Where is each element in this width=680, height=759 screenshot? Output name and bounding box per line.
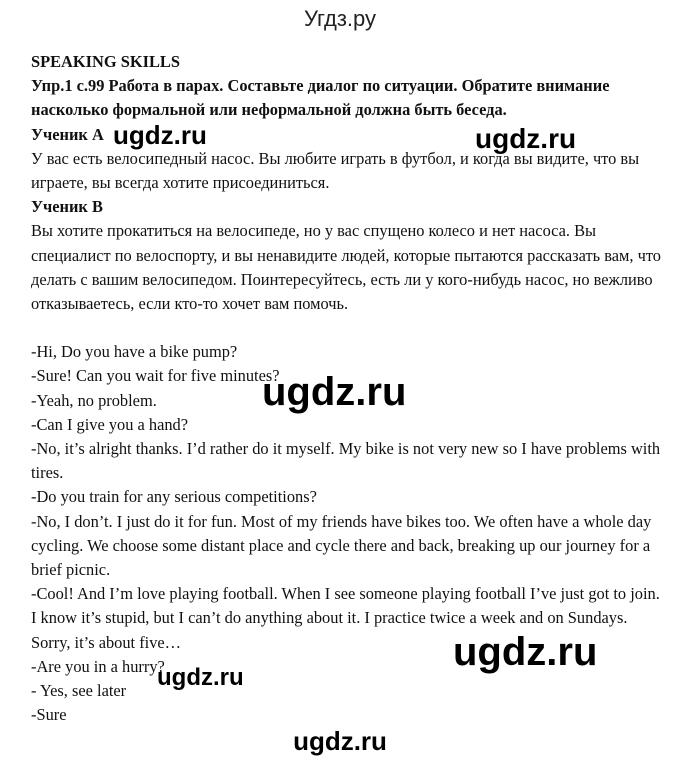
dialogue-line: -Sure! Can you wait for five minutes? xyxy=(31,366,280,386)
student-a-text: У вас есть велосипедный насос. Вы любите играть в футбол, и когда вы видите, что вы играете, вы всегда хотите присоединиться. xyxy=(31,148,640,193)
dialogue-line: - Yes, see later xyxy=(31,681,127,701)
student-a-label: Ученик A xyxy=(31,124,104,144)
watermark: ugdz.ru xyxy=(453,630,598,674)
dialogue-line: -No, it’s alright thanks. I’d rather do it myself. My bike is not very new so I have problems with tires. xyxy=(31,439,661,483)
student-b-text: Вы хотите прокатиться на велосипеде, но у вас спущено колесо и нет насоса. Вы специалист по велоспорту, и вы ненавидите людей, которые пытаются рассказать вам, что делать с вашим велосипедом. Поинтересуйтесь, есть ли у кого-нибудь насос, но вежливо отказываетесь, если кто-то хочет вам помочь. xyxy=(31,221,661,314)
dialogue-line: -Do you train for any serious competitions? xyxy=(31,487,317,507)
watermark: ugdz.ru xyxy=(157,664,244,691)
dialogue-line: -Hi, Do you have a bike pump? xyxy=(31,342,238,362)
site-title: Угдз.ру xyxy=(303,6,377,31)
dialogue-line: -No, I don’t. I just do it for fun. Most of my friends have bikes too. We often have a whole day cycling. We choose some distant place and cycle there and back, breaking up our journey for a brief picnic. xyxy=(31,511,652,580)
dialogue-line: -Can I give you a hand? xyxy=(31,414,189,434)
section-heading: SPEAKING SKILLS xyxy=(31,52,180,71)
dialogue-line: -Cool! And I’m love playing football. When I see someone playing football I’ve just got to join. I know it’s stupid, but I can’t do anything about it. I practice twice a week and on Sundays. Sorry, it’s about five… xyxy=(31,584,660,652)
dialogue-line: -Sure xyxy=(31,705,67,725)
dialogue-line: -Yeah, no problem. xyxy=(31,390,157,410)
watermark: ugdz.ru xyxy=(475,123,577,154)
task-instruction: Упр.1 с.99 Работа в парах. Составьте диалог по ситуации. Обратите внимание насколько формальной или неформальной должна быть беседа. xyxy=(31,76,610,120)
watermark: ugdz.ru xyxy=(113,120,207,150)
watermark: ugdz.ru xyxy=(262,370,407,414)
dialogue-line: -Are you in a hurry? xyxy=(31,656,165,676)
student-b-label: Ученик B xyxy=(31,197,103,217)
watermark: ugdz.ru xyxy=(293,726,387,756)
spacer xyxy=(31,316,661,340)
